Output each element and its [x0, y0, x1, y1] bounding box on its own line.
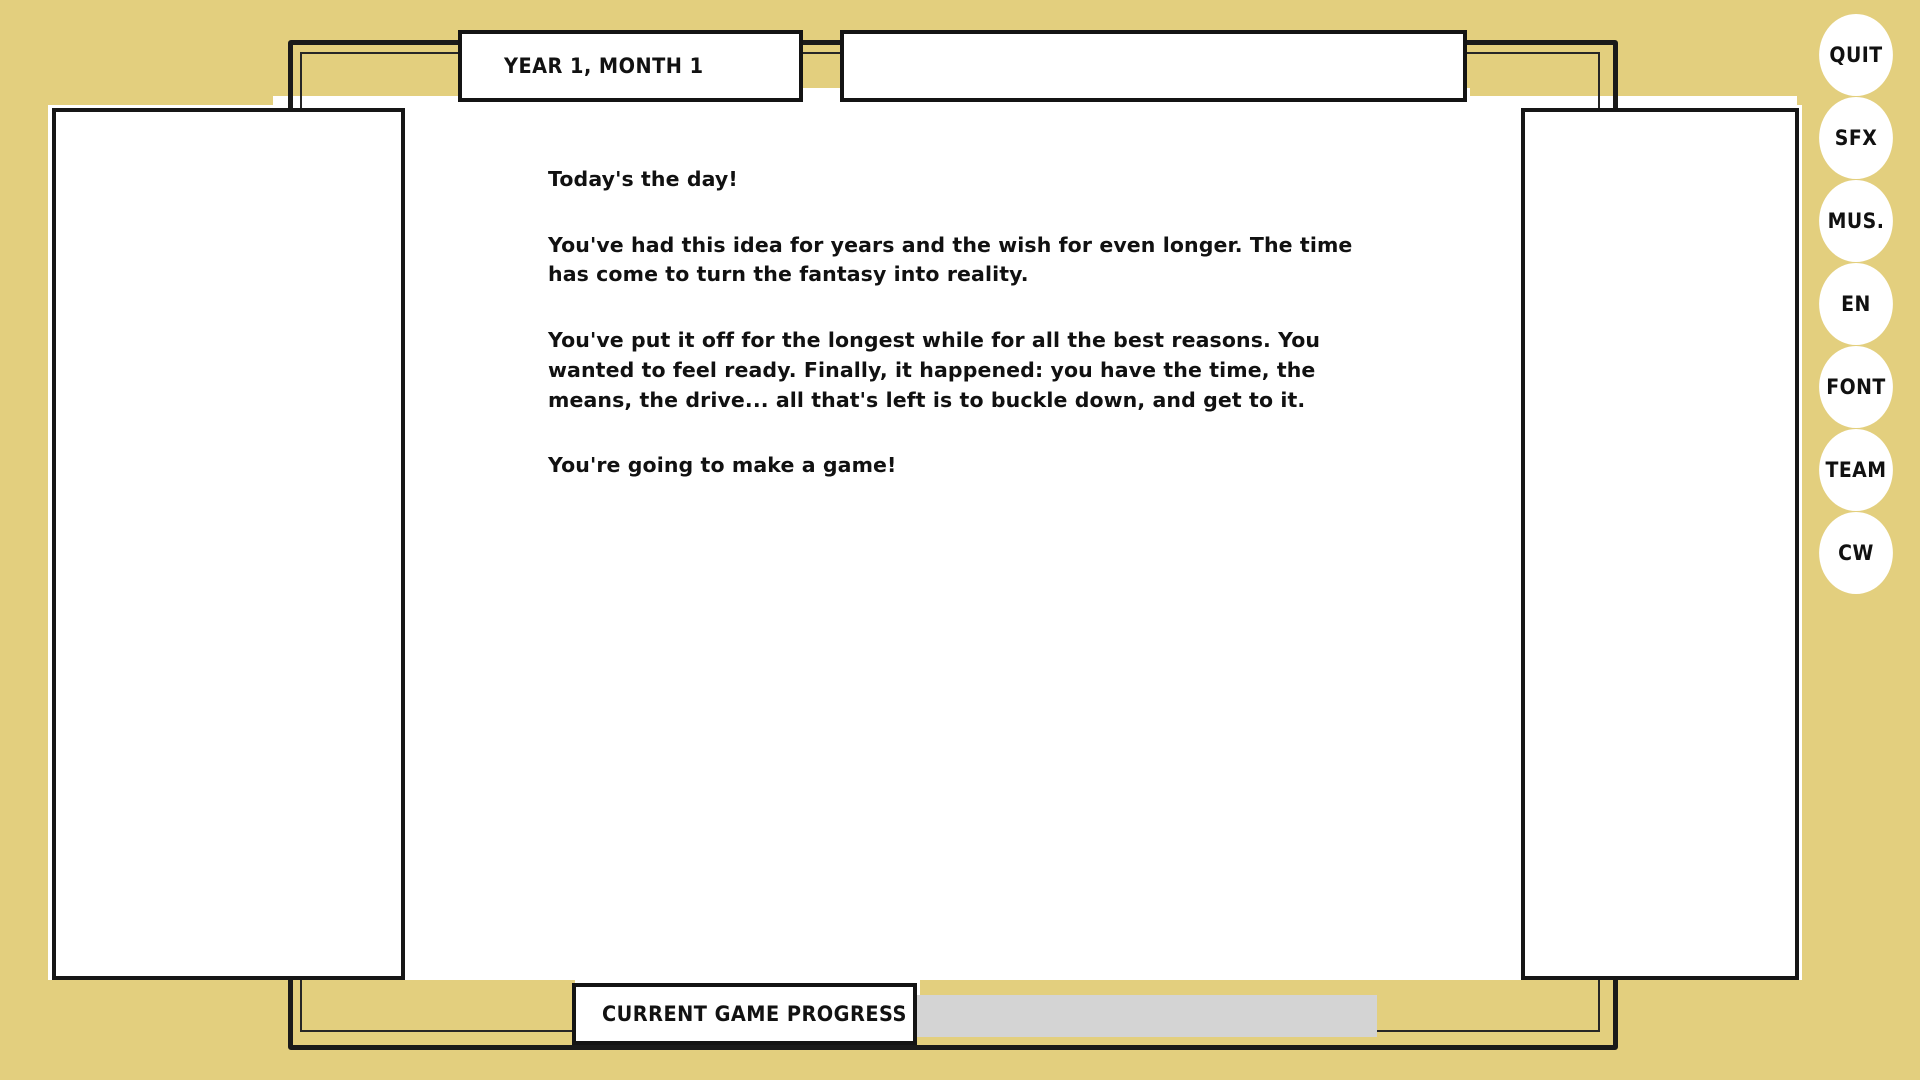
story-paragraph: You're going to make a game!	[548, 453, 897, 478]
team-button[interactable]: TEAM	[1819, 429, 1893, 511]
frame-mask-right	[1430, 105, 1530, 980]
date-tab-label: YEAR 1, MONTH 1	[504, 54, 704, 78]
game-progress-bar	[917, 995, 1377, 1037]
game-progress-label: CURRENT GAME PROGRESS	[602, 1002, 907, 1026]
right-panel	[1521, 108, 1799, 980]
side-button-column	[1810, 14, 1902, 594]
story-paragraph: Today's the day!	[548, 167, 738, 191]
secondary-tab[interactable]	[840, 30, 1467, 102]
story-text	[548, 165, 1358, 481]
date-tab	[458, 30, 803, 102]
story-paragraph: You've put it off for the longest while for all the best reasons. You wanted to feel ready. Finally, it happened: you have the time, the means, the drive... all that's left is to buckle down, and get to it.	[548, 328, 1321, 412]
quit-button[interactable]: QUIT	[1819, 14, 1893, 96]
music-button[interactable]: MUS.	[1819, 180, 1893, 262]
game-progress-tab	[572, 983, 917, 1045]
language-button[interactable]: EN	[1819, 263, 1893, 345]
frame-mask-left	[403, 105, 503, 980]
font-button[interactable]: FONT	[1819, 346, 1893, 428]
story-paragraph: You've had this idea for years and the wish for even longer. The time has come to turn the fantasy into reality.	[548, 232, 1353, 287]
content-warnings-button[interactable]: CW	[1819, 512, 1893, 594]
sfx-button[interactable]: SFX	[1819, 97, 1893, 179]
left-panel	[52, 108, 405, 980]
